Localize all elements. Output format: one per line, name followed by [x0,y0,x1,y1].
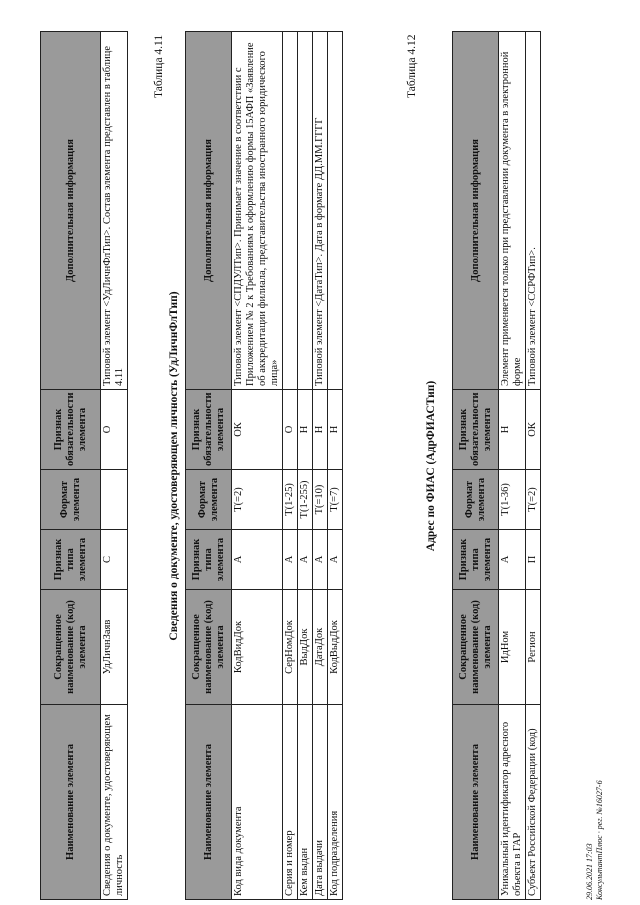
t411-header-type: Признак типа элемента [186,530,232,590]
table-row [283,32,298,900]
table-4-12-label: Таблица 4.12 [406,34,418,98]
footer-date: 29.06.2021 17:03 [585,843,594,900]
table-4-11-label: Таблица 4.11 [153,34,165,98]
t411-header-required: Признак обязательности элемента [186,390,232,470]
table-4-12-title: Адрес по ФИАС (АдрФИАСТип) [425,380,437,552]
table-4-11 [185,31,343,900]
table-row [313,32,328,900]
table-row [328,32,343,900]
t412-header-info: Дополнительная информация [453,32,499,390]
cell-required: О [101,390,128,470]
table-4-11-title: Сведения о документе, удостоверяющем личность (УдЛичнФлТип) [168,291,180,641]
cell-info [328,32,343,390]
cell-name: Код вида документа [232,705,283,900]
cell-name: Серия и номер [283,705,298,900]
cell-type: С [101,530,128,590]
cell-name: Код подразделения [328,705,343,900]
t411-header-code: Сокращенное наименование (код) элемента [186,590,232,705]
t412-header-type: Признак типа элемента [453,530,499,590]
cell-name: Уникальный идентификатор адресного объекта в ГАР [499,705,526,900]
table-row [499,32,526,900]
cell-info [298,32,313,390]
table-top-header-row [41,32,101,900]
t411-header-format: Формат элемента [186,470,232,530]
cell-format [101,470,128,530]
cell-type: А [232,530,283,590]
cell-format: T(1-255) [298,470,313,530]
table-top-header-info: Дополнительная информация [41,32,101,390]
cell-format: T(=7) [328,470,343,530]
cell-format: T(=10) [313,470,328,530]
cell-format: T(=2) [526,470,541,530]
table-4-11-header-row [186,32,232,900]
t411-header-name: Наименование элемента [186,705,232,900]
cell-code: ДатаДок [313,590,328,705]
cell-code: ИдНом [499,590,526,705]
cell-required: Н [499,390,526,470]
cell-type: А [313,530,328,590]
cell-info: Типовой элемент <УдЛичнФлТип>. Состав элемента представлен в таблице 4.11 [101,32,128,390]
table-row [526,32,541,900]
table-top-header-type: Признак типа элемента [41,530,101,590]
cell-info [283,32,298,390]
cell-name: Сведения о документе, удостоверяющем личность [101,705,128,900]
cell-code: УдЛичнЗаяв [101,590,128,705]
cell-name: Дата выдачи [313,705,328,900]
cell-required: Н [313,390,328,470]
cell-format: T(1-25) [283,470,298,530]
t412-header-required: Признак обязательности элемента [453,390,499,470]
table-top-header-name: Наименование элемента [41,705,101,900]
t411-header-info: Дополнительная информация [186,32,232,390]
cell-info: Типовой элемент <ССРФТип>. [526,32,541,390]
cell-required: Н [298,390,313,470]
cell-type: А [298,530,313,590]
cell-info: Типовой элемент <СПДУЛТип>. Принимает значение в соответствии с Приложением № 2 к Требованиям к оформлению формы 15АФП «Заявление об аккредитации филиала, представительства иностранного юридического лица» [232,32,283,390]
cell-code: Регион [526,590,541,705]
footer-stamp [585,780,605,900]
cell-type: А [283,530,298,590]
cell-name: Кем выдан [298,705,313,900]
cell-code: КодВидДок [232,590,283,705]
t412-header-format: Формат элемента [453,470,499,530]
cell-format: T(1-36) [499,470,526,530]
table-top-header-code: Сокращенное наименование (код) элемента [41,590,101,705]
cell-info: Типовой элемент <ДатаТип>. Дата в формате ДД.ММ.ГГГГ [313,32,328,390]
cell-type: А [328,530,343,590]
table-top-header-required: Признак обязательности элемента [41,390,101,470]
table-row [298,32,313,900]
table-row [232,32,283,900]
cell-required: ОК [526,390,541,470]
cell-code: КодВыдДок [328,590,343,705]
table-top-header-format: Формат элемента [41,470,101,530]
cell-type: П [526,530,541,590]
cell-code: СерНомДок [283,590,298,705]
cell-type: А [499,530,526,590]
table-4-12 [452,31,541,900]
table-4-12-header-row [453,32,499,900]
t412-header-name: Наименование элемента [453,705,499,900]
t412-header-code: Сокращенное наименование (код) элемента [453,590,499,705]
cell-code: ВыдДок [298,590,313,705]
footer-registration: КонсультантПлюс · рег. №16027-6 [595,780,604,900]
cell-required: ОК [232,390,283,470]
table-top [40,31,128,900]
cell-format: T(=2) [232,470,283,530]
table-row [101,32,128,900]
cell-required: Н [328,390,343,470]
cell-info: Элемент применяется только при представлении документа в электронной форме [499,32,526,390]
cell-required: О [283,390,298,470]
cell-name: Субъект Российской Федерации (код) [526,705,541,900]
